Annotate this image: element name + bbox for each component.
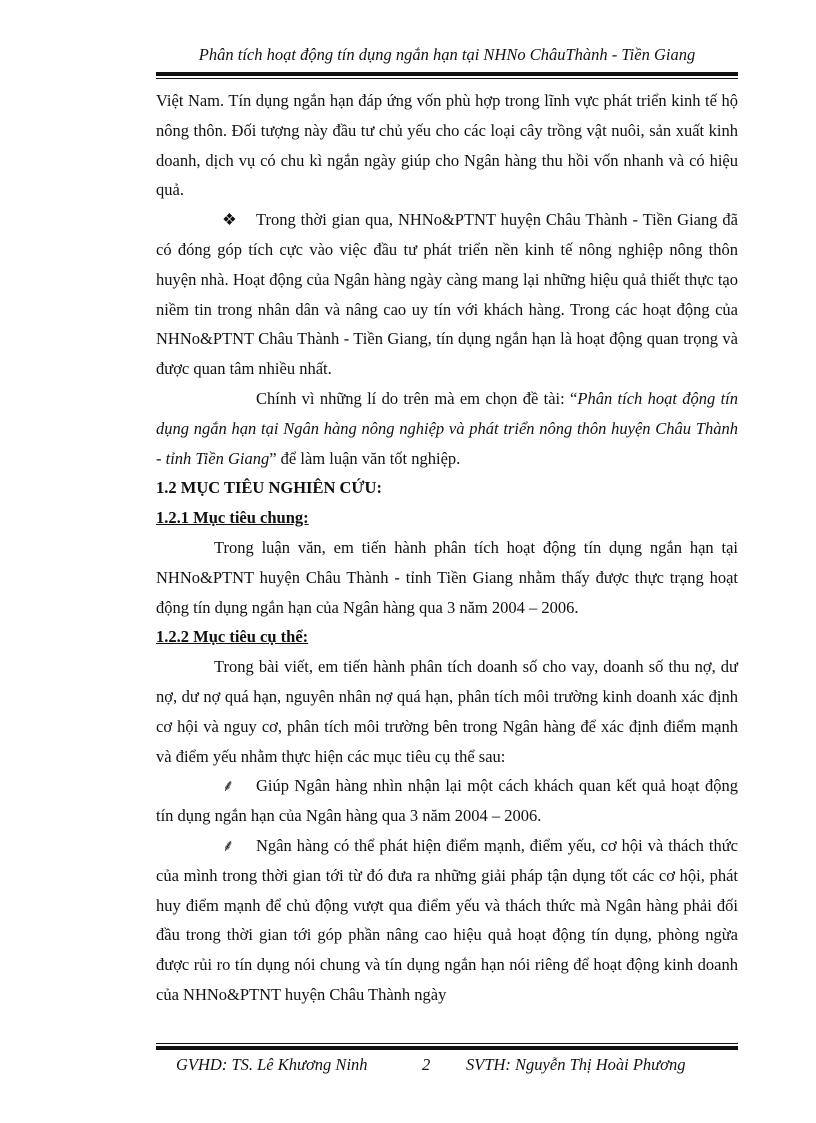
paragraph-3-tail: ” để làm luận văn tốt nghiệp. bbox=[269, 448, 461, 468]
footer-rule-thick bbox=[156, 1046, 738, 1050]
paragraph-5: Trong bài viết, em tiến hành phân tích doanh số cho vay, doanh số thu nợ, dư nợ, dư nợ quá hạn, nguyên nhân nợ quá hạn, phân tích môi trường kinh doanh xác định cơ hội và nguy cơ, phân tích môi trường bên trong Ngân hàng để xác định điểm mạnh và điểm yếu nhằm thực hiện các mục tiêu cụ thể sau: bbox=[156, 657, 738, 766]
header-rule-thin bbox=[156, 78, 738, 79]
paragraph-4: Trong luận văn, em tiến hành phân tích hoạt động tín dụng ngắn hạn tại NHNo&PTNT huyện Châu Thành - tỉnh Tiền Giang nhằm thấy được thực trạng hoạt động tín dụng ngắn hạn của Ngân hàng qua 3 năm 2004 – 2006. bbox=[156, 537, 738, 617]
advisor-name: GVHD: TS. Lê Khương Ninh bbox=[176, 1055, 368, 1074]
paragraph-1: Việt Nam. Tín dụng ngắn hạn đáp ứng vốn phù hợp trong lĩnh vực phát triển kinh tế hộ nông thôn. Đối tượng này đầu tư chủ yếu cho các loại cây trồng vật nuôi, sản xuất kinh doanh, dịch vụ có chu kì ngắn ngày giúp cho Ngân hàng thu hồi vốn nhanh và có hiệu quả. bbox=[156, 91, 738, 200]
student-name: SVTH: Nguyễn Thị Hoài Phương bbox=[466, 1055, 686, 1074]
page-number: 2 bbox=[422, 1055, 431, 1074]
paragraph-3 bbox=[156, 384, 738, 473]
list-item-1-text: Giúp Ngân hàng nhìn nhận lại một cách khách quan kết quả hoạt động tín dụng ngắn hạn của Ngân hàng qua 3 năm 2004 – 2006. bbox=[156, 776, 738, 826]
list-item-1 bbox=[156, 771, 738, 831]
paragraph-3-lead: Chính vì những lí do trên mà em chọn đề tài: “ bbox=[256, 388, 578, 408]
thesis-title: Phân tích hoạt động tín dụng ngắn hạn tại Ngân hàng nông nghiệp và phát triển nông thôn huyện Châu Thành - tỉnh Tiền Giang bbox=[156, 388, 738, 468]
section-heading-1-2: 1.2 MỤC TIÊU NGHIÊN CỨU: bbox=[156, 478, 382, 498]
subsection-heading-1-2-1: 1.2.1 Mục tiêu chung: bbox=[156, 508, 309, 528]
footer-rule-thin bbox=[156, 1043, 738, 1044]
paragraph-2 bbox=[156, 205, 738, 384]
flourish-bullet-icon: ⸙ bbox=[222, 776, 235, 796]
list-item-2 bbox=[156, 831, 738, 1010]
diamond-bullet-icon: ❖ bbox=[222, 210, 237, 230]
header-rule-thick bbox=[156, 72, 738, 76]
page-body bbox=[156, 86, 738, 1010]
paragraph-2-text: Trong thời gian qua, NHNo&PTNT huyện Châu Thành - Tiền Giang đã có đóng góp tích cực vào việc đầu tư phát triển nền kinh tế nông nghiệp nông thôn huyện nhà. Hoạt động của Ngân hàng ngày càng mang lại những hiệu quả thiết thực tạo niềm tin trong nhân dân và nâng cao uy tín với khách hàng. Trong các hoạt động của NHNo&PTNT Châu Thành - Tiền Giang, tín dụng ngắn hạn là hoạt động quan trọng và được quan tâm nhiều nhất. bbox=[156, 210, 738, 379]
subsection-heading-1-2-2: 1.2.2 Mục tiêu cụ thể: bbox=[156, 627, 309, 647]
flourish-bullet-icon: ⸙ bbox=[222, 835, 235, 855]
list-item-2-text: Ngân hàng có thể phát hiện điểm mạnh, điểm yếu, cơ hội và thách thức của mình trong thời gian tới từ đó đưa ra những giải pháp tận dụng tốt các cơ hội, phát huy điểm mạnh để chủ động vượt qua điểm yếu và thách thức mà Ngân hàng phải đối đầu trong thời gian tới góp phần nâng cao hiệu quả hoạt động tín dụng, phòng ngừa được rủi ro tín dụng nói chung và tín dụng ngắn hạn nói riêng để hoạt động kinh doanh của NHNo&PTNT huyện Châu Thành ngày bbox=[156, 835, 738, 1004]
running-header: Phân tích hoạt động tín dụng ngắn hạn tại NHNo ChâuThành - Tiền Giang bbox=[198, 45, 696, 64]
